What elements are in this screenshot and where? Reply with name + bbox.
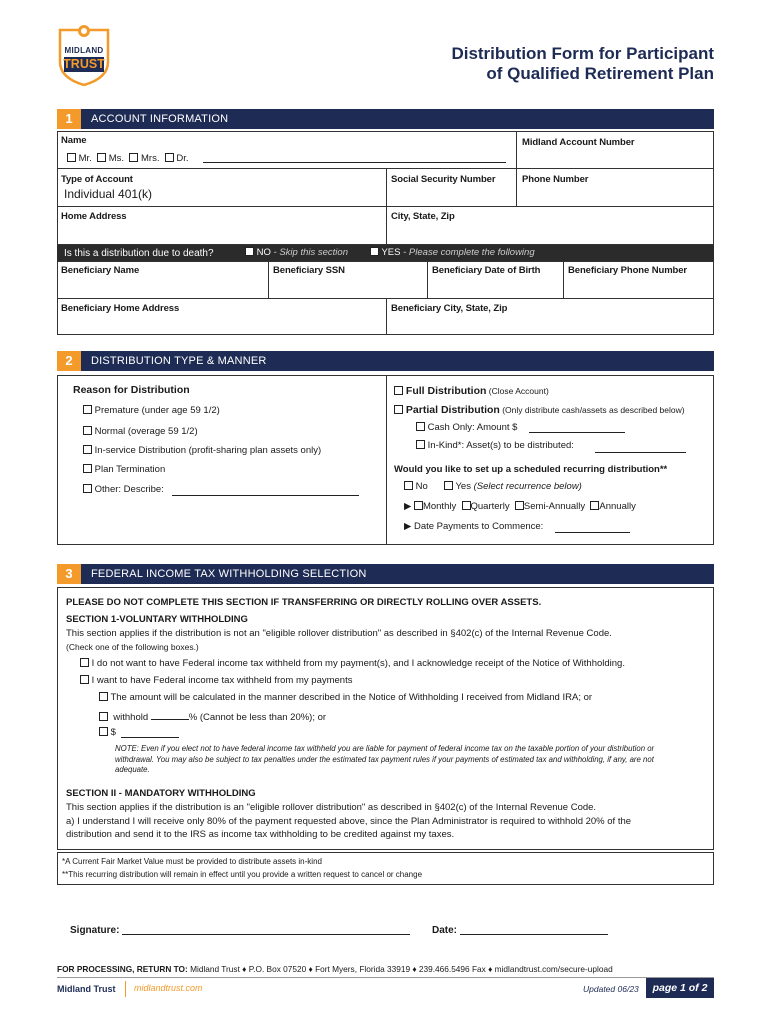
section-1-header: [57, 109, 714, 129]
name-field[interactable]: [203, 162, 506, 163]
recurring-yes-note: (Select recurrence below): [470, 481, 582, 492]
want-withholding-label: I want to have Federal income tax withheld from my payments: [91, 675, 353, 686]
signature-field[interactable]: [122, 934, 410, 935]
full-distribution: [394, 385, 549, 397]
form-title-line2: of Qualified Retirement Plan: [486, 64, 714, 83]
death-yes-label: YES: [381, 247, 401, 258]
cash-amount-field[interactable]: [529, 432, 625, 433]
withholding-percent: [99, 710, 326, 723]
section-1-voluntary-heading: SECTION 1-VOLUNTARY WITHHOLDING: [66, 614, 248, 625]
no-transfer-warning: PLEASE DO NOT COMPLETE THIS SECTION IF TRANSFERRING OR DIRECTLY ROLLING OVER ASSETS.: [66, 597, 542, 608]
section-2-acknowledgement: a) I understand I will receive only 80% of the payment requested above, since the Plan Administrator is required to withhold 20% of the distribution and send it to the IRS as income tax withholding to be credited against my taxes.: [66, 816, 632, 840]
ms-checkbox[interactable]: [97, 153, 106, 162]
recurring-no-checkbox[interactable]: [404, 481, 413, 490]
partial-distribution: [394, 404, 685, 416]
signature-label: Signature:: [70, 925, 120, 936]
full-distribution-checkbox[interactable]: [394, 386, 403, 395]
annually-label: Annually: [599, 501, 636, 512]
withholding-option-none: [80, 658, 625, 669]
reason-normal: [83, 426, 198, 437]
in-kind-option: [416, 440, 574, 451]
mrs-label: Mrs.: [141, 153, 160, 164]
arrow-icon: ▶: [404, 501, 412, 512]
processing-text: Midland Trust ♦ P.O. Box 07520 ♦ Fort Myers, Florida 33919 ♦ 239.466.5496 Fax ♦ midlandtrust.com/secure-upload: [187, 964, 613, 974]
normal-label: Normal (overage 59 1/2): [94, 426, 198, 437]
other-checkbox[interactable]: [83, 484, 92, 493]
ms-label: Ms.: [108, 153, 125, 164]
death-question: Is this a distribution due to death?: [64, 248, 214, 259]
death-yes-option: [370, 247, 535, 258]
withholding-calculated: [99, 692, 592, 703]
semi-annually-label: Semi-Annually: [523, 501, 586, 512]
cash-only-option: [416, 422, 517, 433]
beneficiary-dob-label: Beneficiary Date of Birth: [432, 265, 541, 276]
dr-label: Dr.: [176, 153, 189, 164]
date-label: Date:: [432, 925, 458, 936]
want-withholding-checkbox[interactable]: [80, 675, 89, 684]
recurring-yes-checkbox[interactable]: [444, 481, 453, 490]
section-title: FEDERAL INCOME TAX WITHHOLDING SELECTION: [91, 568, 367, 580]
full-distribution-note: (Close Account): [486, 386, 549, 396]
other-label: Other:: [94, 484, 122, 495]
calculated-label: The amount will be calculated in the manner described in the Notice of Withholding I received from Midland IRA; or: [110, 692, 593, 703]
beneficiary-ssn-label: Beneficiary SSN: [273, 265, 345, 276]
page-indicator: [646, 978, 714, 998]
no-withholding-checkbox[interactable]: [80, 658, 89, 667]
recurring-no-label: No: [415, 481, 428, 492]
form-title: [451, 44, 714, 84]
death-no-checkbox[interactable]: [245, 247, 254, 256]
monthly-checkbox[interactable]: [414, 501, 423, 510]
phone-label: Phone Number: [522, 174, 589, 185]
death-yes-note: - Please complete the following: [400, 247, 535, 258]
name-label: Name: [61, 135, 87, 146]
recurrence-options: [404, 501, 636, 512]
reason-heading: Reason for Distribution: [73, 384, 190, 396]
cash-only-checkbox[interactable]: [416, 422, 425, 431]
recurring-question: Would you like to set up a scheduled recurring distribution**: [394, 464, 668, 475]
quarterly-checkbox[interactable]: [462, 501, 471, 510]
dollar-amount-field[interactable]: [121, 737, 179, 738]
in-kind-label: In-Kind*: Asset(s) to be distributed:: [427, 440, 574, 451]
footer-brand: Midland Trust: [57, 984, 116, 994]
in-kind-checkbox[interactable]: [416, 440, 425, 449]
death-no-label: NO: [256, 247, 271, 258]
section-title: ACCOUNT INFORMATION: [91, 113, 229, 125]
percent-field[interactable]: [151, 710, 189, 720]
other-describe-field[interactable]: [172, 495, 359, 496]
section-3-header: [57, 564, 714, 584]
midland-trust-logo: [56, 22, 112, 86]
premature-checkbox[interactable]: [83, 405, 92, 414]
section-number: 3: [57, 564, 81, 584]
logo-text-bottom: TRUST: [63, 57, 105, 71]
section-title: DISTRIBUTION TYPE & MANNER: [91, 355, 267, 367]
section-2-mandatory-heading: SECTION II - MANDATORY WITHHOLDING: [66, 788, 256, 799]
no-withholding-label: I do not want to have Federal income tax withheld from my payment(s), and I acknowledge receipt of the Notice of Withholding.: [91, 658, 625, 669]
describe-label: Describe:: [121, 484, 164, 495]
semi-annually-checkbox[interactable]: [515, 501, 524, 510]
footnote-recurring: **This recurring distribution will remain in effect until you provide a written request to cancel or change: [62, 870, 423, 879]
percent-note: % (Cannot be less than 20%); or: [188, 712, 327, 723]
percent-checkbox[interactable]: [99, 712, 108, 721]
cash-only-label: Cash Only: Amount $: [427, 422, 518, 433]
recurring-yes-option: [444, 481, 582, 492]
commence-date-label: Date Payments to Commence:: [413, 521, 544, 532]
withholding-dollar: [99, 727, 116, 738]
full-distribution-label: Full Distribution: [405, 385, 487, 397]
form-title-line1: Distribution Form for Participant: [451, 44, 714, 63]
beneficiary-phone-label: Beneficiary Phone Number: [568, 265, 688, 276]
home-address-label: Home Address: [61, 211, 127, 222]
dr-checkbox[interactable]: [165, 153, 174, 162]
recurring-yes-label: Yes: [455, 481, 471, 492]
monthly-label: Monthly: [422, 501, 457, 512]
dollar-checkbox[interactable]: [99, 727, 108, 736]
premature-label: Premature (under age 59 1/2): [94, 405, 220, 416]
account-number-label: Midland Account Number: [522, 137, 635, 148]
withholding-option-yes: [80, 675, 352, 686]
death-no-note: - Skip this section: [270, 247, 348, 258]
beneficiary-city-label: Beneficiary City, State, Zip: [391, 303, 508, 314]
calculated-checkbox[interactable]: [99, 692, 108, 701]
partial-distribution-note: (Only distribute cash/assets as described below): [499, 405, 685, 415]
death-no-option: [245, 247, 348, 258]
partial-distribution-checkbox[interactable]: [394, 405, 403, 414]
plan-termination-label: Plan Termination: [94, 464, 166, 475]
mr-checkbox[interactable]: [67, 153, 76, 162]
account-type-label: Type of Account: [61, 174, 133, 185]
partial-distribution-label: Partial Distribution: [405, 404, 500, 416]
account-type-value[interactable]: Individual 401(k): [64, 187, 153, 201]
quarterly-label: Quarterly: [470, 501, 510, 512]
footer-website[interactable]: midlandtrust.com: [134, 983, 203, 993]
plan-termination-checkbox[interactable]: [83, 464, 92, 473]
ssn-label: Social Security Number: [391, 174, 496, 185]
footnote-in-kind: *A Current Fair Market Value must be provided to distribute assets in-kind: [62, 857, 322, 866]
page-number: page 1 of 2: [652, 982, 708, 994]
section-number: 1: [57, 109, 81, 129]
commence-date-row: [404, 521, 543, 532]
section-2-description: This section applies if the distribution is an "eligible rollover distribution" as described in §402(c) of the Internal Revenue Code.: [66, 802, 597, 813]
mrs-checkbox[interactable]: [129, 153, 138, 162]
city-state-zip-label: City, State, Zip: [391, 211, 455, 222]
death-yes-checkbox[interactable]: [370, 247, 379, 256]
logo-text-top: MIDLAND: [64, 46, 104, 55]
processing-address: [57, 964, 613, 974]
beneficiary-name-label: Beneficiary Name: [61, 265, 140, 276]
arrow-icon: ▶: [404, 521, 412, 532]
in-kind-assets-field[interactable]: [595, 452, 686, 453]
normal-checkbox[interactable]: [83, 426, 92, 435]
inservice-checkbox[interactable]: [83, 445, 92, 454]
section-2-header: [57, 351, 714, 371]
reason-inservice: [83, 445, 321, 456]
mr-label: Mr.: [78, 153, 92, 164]
commence-date-field[interactable]: [555, 532, 630, 533]
reason-plan-termination: [83, 464, 165, 475]
salutation-options: [67, 153, 189, 164]
reason-premature: [83, 405, 220, 416]
reason-other: [83, 484, 164, 495]
processing-label: FOR PROCESSING, RETURN TO:: [57, 964, 188, 974]
beneficiary-home-label: Beneficiary Home Address: [61, 303, 180, 314]
check-one-instruction: (Check one of the following boxes.): [66, 642, 199, 652]
withholding-note: NOTE: Even if you elect not to have federal income tax withheld you are liable for payment of federal income tax on the taxable portion of your distribution or withdrawal. You may also be subject to tax penalties under the estimated tax payment rules if your payments of estimated tax and withholding, if any, are not adequate.: [115, 744, 655, 774]
updated-date: Updated 06/23: [583, 984, 639, 994]
withhold-label: withhold: [113, 712, 151, 723]
inservice-label: In-service Distribution (profit-sharing plan assets only): [94, 445, 322, 456]
section-1-description: This section applies if the distribution is not an "eligible rollover distribution" as described in §402(c) of the Internal Revenue Code.: [66, 628, 612, 639]
section-number: 2: [57, 351, 81, 371]
recurring-no-option: [404, 481, 428, 492]
dollar-label: $: [110, 727, 116, 738]
date-field[interactable]: [460, 934, 608, 935]
